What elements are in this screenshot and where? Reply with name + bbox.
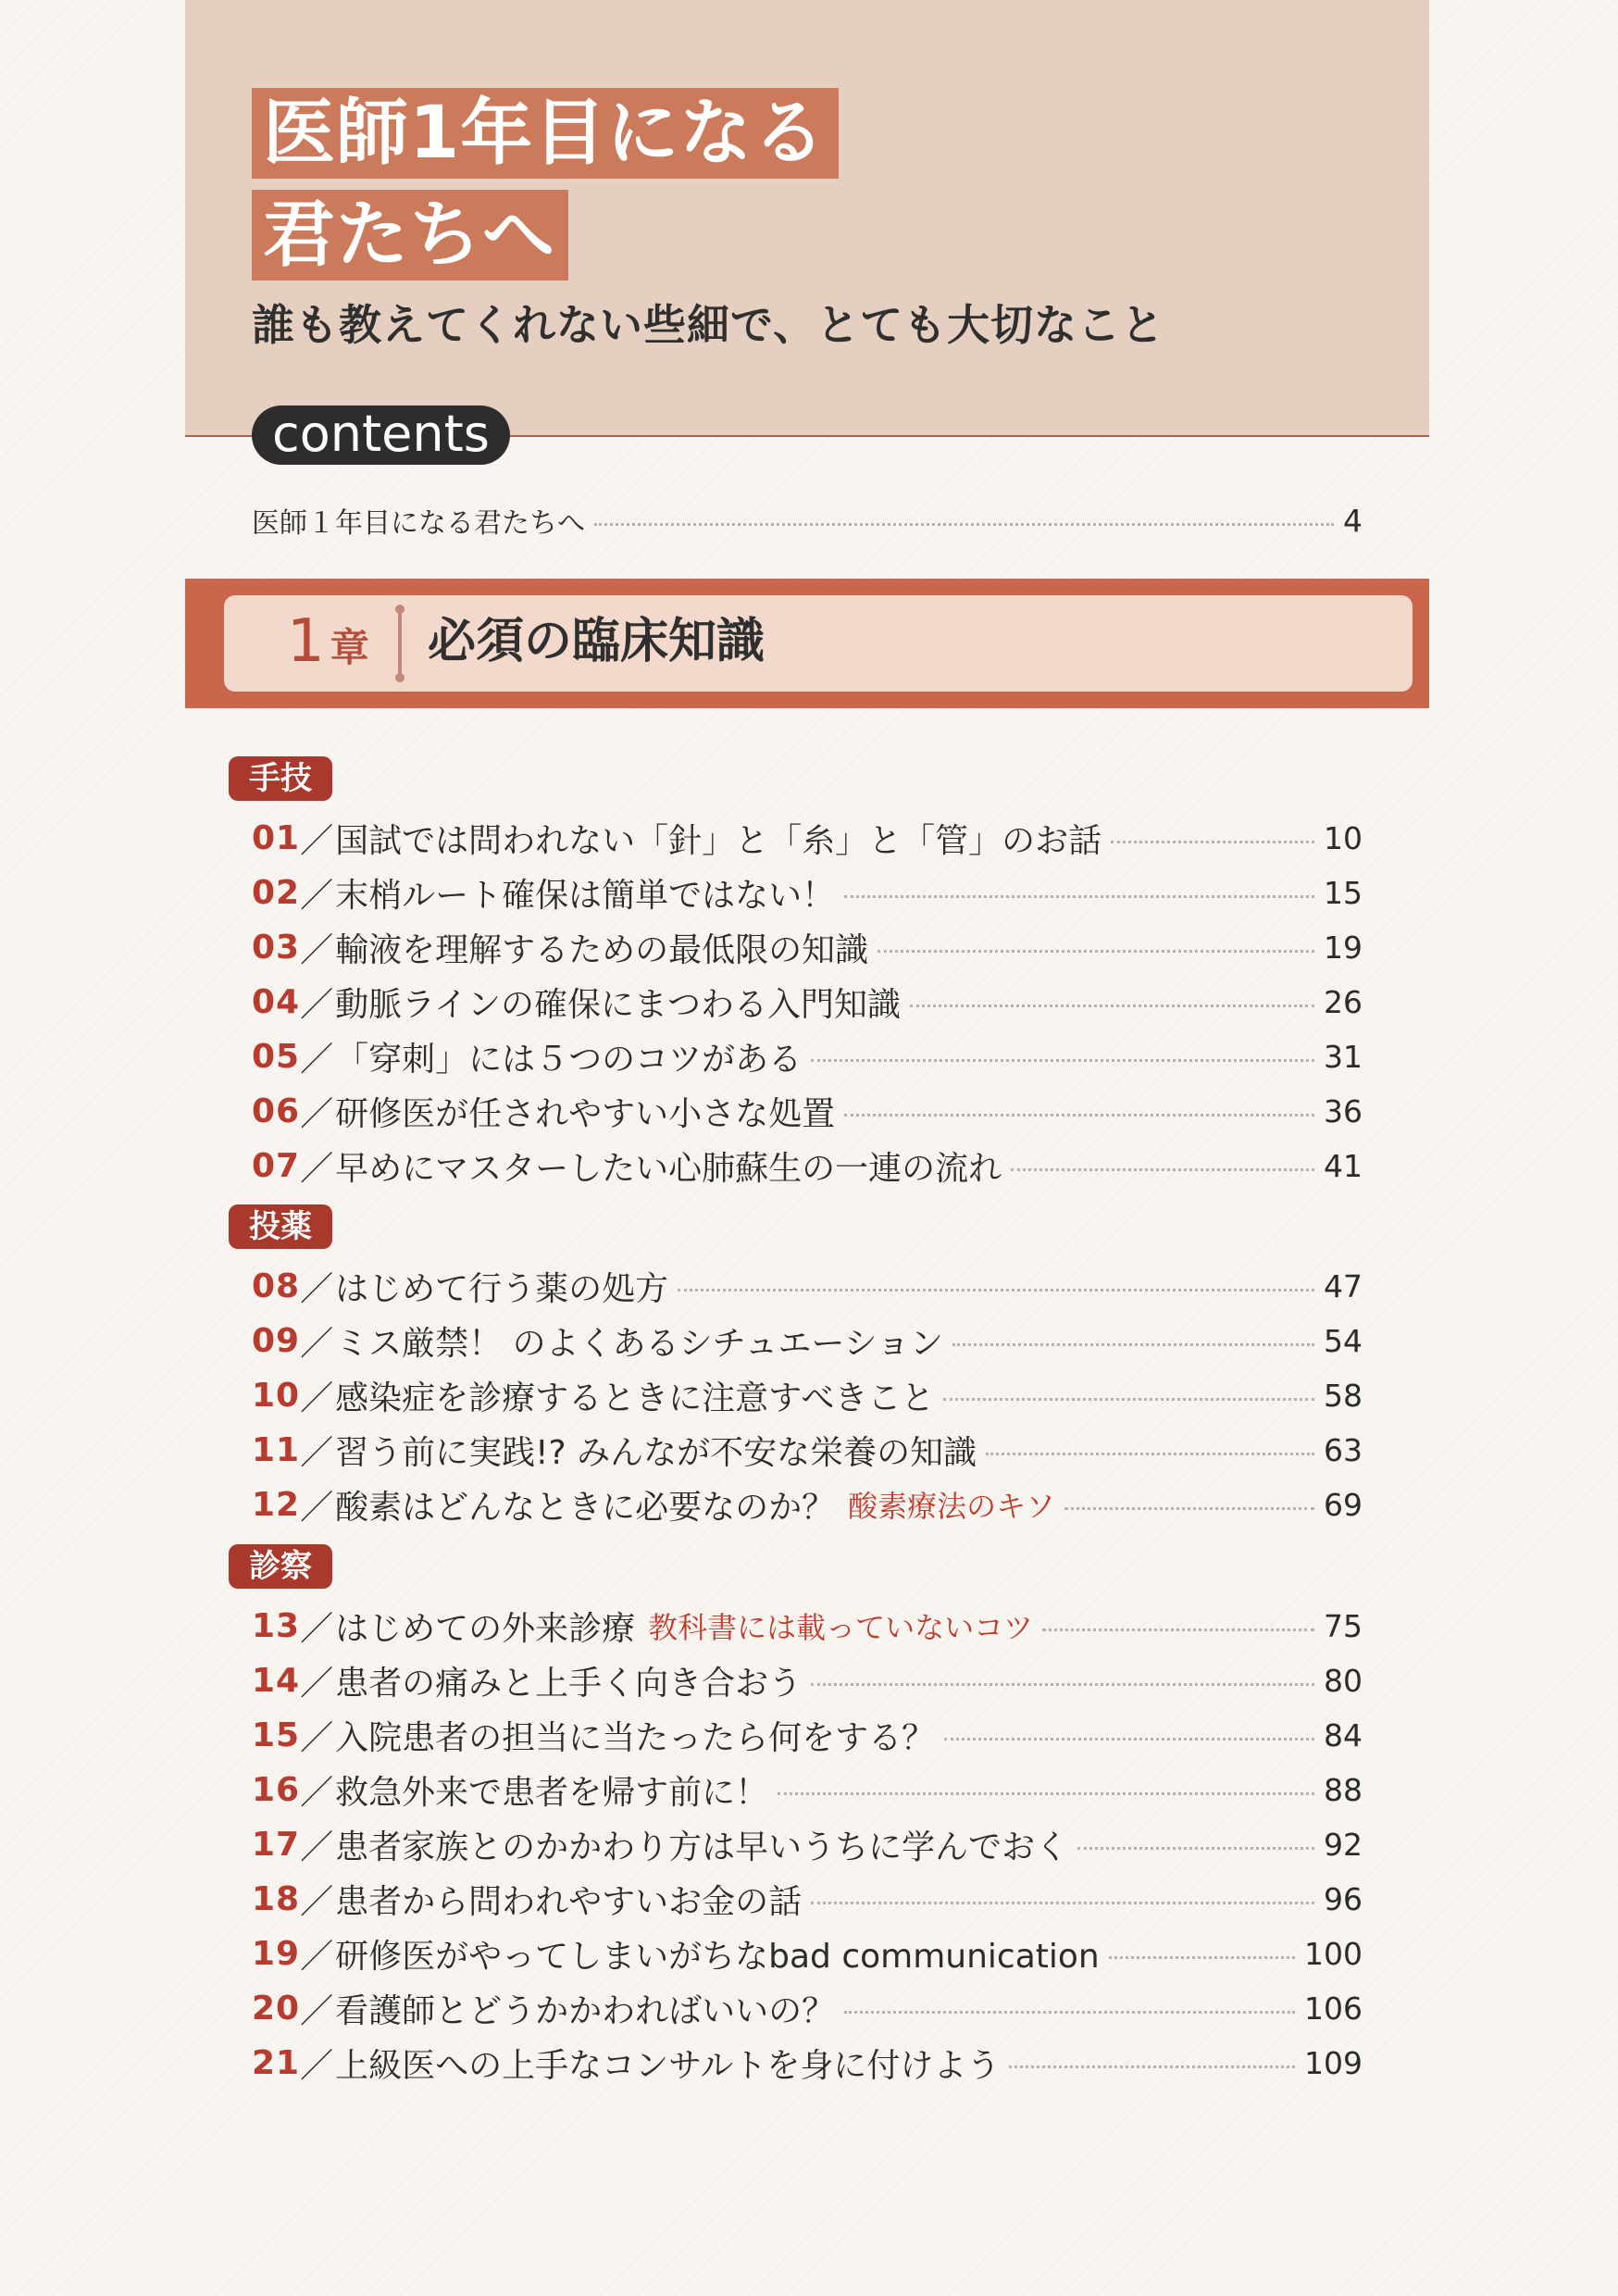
entry-title: はじめて行う薬の処方 <box>335 1269 669 1308</box>
slash-divider: ／ <box>300 1664 334 1703</box>
dot-leader <box>1042 1628 1314 1631</box>
dot-leader <box>1111 841 1314 843</box>
toc-entry[interactable] <box>252 1603 1363 1649</box>
slash-divider: ／ <box>300 1992 334 2031</box>
chapter-number: 1 章 <box>287 607 369 676</box>
entry-title: 患者から問われやすいお金の話 <box>335 1883 803 1921</box>
page-number: 75 <box>1324 1607 1363 1644</box>
entry-title: 酸素はどんなときに必要なのか？ <box>335 1488 836 1527</box>
entry-number: 14 <box>252 1661 301 1700</box>
dot-leader <box>910 1004 1314 1007</box>
entry-title: 早めにマスターしたい心肺蘇生の一連の流れ <box>335 1150 1002 1189</box>
page-number: 80 <box>1324 1662 1363 1699</box>
entry-title: 研修医が任されやすい小さな処置 <box>335 1095 836 1133</box>
entry-number: 08 <box>252 1267 301 1305</box>
entry-title: 末梢ルート確保は簡単ではない！ <box>335 876 836 915</box>
entry-title: ミス厳禁！ のよくあるシチュエーション <box>335 1324 944 1363</box>
dot-leader <box>594 523 1334 526</box>
page-number: 109 <box>1304 2045 1363 2082</box>
section-tag: 診察 <box>229 1544 332 1589</box>
dot-leader <box>943 1398 1314 1401</box>
page-number: 88 <box>1324 1771 1363 1808</box>
dot-leader <box>952 1343 1314 1346</box>
toc-entry[interactable] <box>252 1481 1363 1528</box>
dot-leader <box>844 2011 1295 2014</box>
toc-entry[interactable] <box>252 1712 1363 1758</box>
chapter-title: 必須の臨床知識 <box>428 614 765 669</box>
page-number: 26 <box>1324 983 1363 1020</box>
toc-entry[interactable] <box>252 979 1363 1025</box>
dot-leader <box>986 1453 1314 1455</box>
toc-entry[interactable] <box>252 869 1363 916</box>
entry-number: 01 <box>252 818 301 857</box>
page-number: 15 <box>1324 874 1363 911</box>
entry-title: 入院患者の担当に当たったら何をする？ <box>335 1718 936 1757</box>
slash-divider: ／ <box>300 1828 334 1866</box>
dot-leader <box>778 1792 1314 1795</box>
entry-title: 輸液を理解するための最低限の知識 <box>335 930 869 969</box>
entry-title: 上級医への上手なコンサルトを身に付けよう <box>335 2047 1001 2086</box>
slash-divider: ／ <box>300 821 334 860</box>
section-tag: 手技 <box>229 756 332 801</box>
toc-entry[interactable] <box>252 1657 1363 1703</box>
toc-entry[interactable] <box>252 1766 1363 1813</box>
slash-divider: ／ <box>300 1609 334 1648</box>
slash-divider: ／ <box>300 1433 334 1472</box>
page-number: 63 <box>1324 1431 1363 1468</box>
slash-divider: ／ <box>300 1324 334 1363</box>
page-number: 54 <box>1324 1322 1363 1359</box>
entry-number: 13 <box>252 1606 301 1645</box>
slash-divider: ／ <box>300 1040 334 1079</box>
slash-divider: ／ <box>300 1379 334 1417</box>
toc-entry[interactable] <box>252 1372 1363 1418</box>
toc-entry-intro[interactable] <box>252 497 1363 543</box>
toc-entry[interactable] <box>252 1089 1363 1135</box>
toc-entry[interactable] <box>252 1317 1363 1364</box>
page-number: 47 <box>1324 1267 1363 1304</box>
entry-title: 患者の痛みと上手く向き合おう <box>335 1664 803 1703</box>
page-number: 100 <box>1304 1936 1363 1973</box>
entry-highlight: 酸素療法のキソ <box>848 1489 1056 1525</box>
entry-number: 06 <box>252 1092 301 1130</box>
entry-number: 10 <box>252 1376 301 1415</box>
toc-entry[interactable] <box>252 1143 1363 1190</box>
chapter-divider <box>398 610 402 677</box>
page-number: 10 <box>1324 819 1363 856</box>
slash-divider: ／ <box>300 2047 334 2086</box>
page-number: 41 <box>1324 1148 1363 1185</box>
toc-entry[interactable] <box>252 815 1363 861</box>
toc-entry[interactable] <box>252 1427 1363 1473</box>
toc-entry[interactable] <box>252 1931 1363 1978</box>
dot-leader <box>877 950 1314 953</box>
book-subtitle: 誰も教えてくれない些細で、とても大切なこと <box>252 300 1165 350</box>
dot-leader <box>811 1683 1314 1686</box>
entry-title: 動脈ラインの確保にまつわる入門知識 <box>335 985 902 1024</box>
entry-title: 研修医がやってしまいがちなbad communication <box>335 1938 1100 1977</box>
page-number: 36 <box>1324 1093 1363 1129</box>
entry-title: 看護師とどうかかわればいいの？ <box>335 1992 836 2031</box>
page-number: 92 <box>1324 1826 1363 1863</box>
entry-title: 習う前に実践!? みんなが不安な栄養の知識 <box>335 1433 977 1472</box>
page-number: 31 <box>1324 1038 1363 1075</box>
entry-number: 07 <box>252 1147 301 1186</box>
toc-entry[interactable] <box>252 1877 1363 1923</box>
entry-number: 04 <box>252 982 301 1021</box>
dot-leader <box>1011 1168 1314 1171</box>
toc-entry[interactable] <box>252 924 1363 970</box>
slash-divider: ／ <box>300 1150 334 1189</box>
entry-number: 17 <box>252 1825 301 1864</box>
page-number: 4 <box>1343 502 1363 539</box>
contents-label: contents <box>252 406 510 465</box>
page-number: 96 <box>1324 1881 1363 1917</box>
toc-entry[interactable] <box>252 1821 1363 1867</box>
entry-title: 「穿刺」には５つのコツがある <box>335 1040 803 1079</box>
slash-divider: ／ <box>300 1773 334 1812</box>
book-title-line-1: 医師1年目になる <box>252 88 839 179</box>
entry-number: 18 <box>252 1880 301 1918</box>
dot-leader <box>1009 2065 1295 2068</box>
dot-leader <box>844 1114 1314 1117</box>
entry-number: 11 <box>252 1430 301 1469</box>
slash-divider: ／ <box>300 1095 334 1133</box>
entry-number: 20 <box>252 1990 301 2028</box>
entry-number: 09 <box>252 1321 301 1360</box>
entry-number: 02 <box>252 873 301 912</box>
entry-title: 救急外来で患者を帰す前に！ <box>335 1773 769 1812</box>
entry-number: 16 <box>252 1770 301 1809</box>
dot-leader <box>811 1059 1314 1062</box>
dot-leader <box>1064 1507 1314 1510</box>
slash-divider: ／ <box>300 1718 334 1757</box>
slash-divider: ／ <box>300 985 334 1024</box>
slash-divider: ／ <box>300 930 334 969</box>
page-number: 69 <box>1324 1486 1363 1523</box>
page-number: 19 <box>1324 929 1363 966</box>
entry-title: 医師１年目になる君たちへ <box>252 507 585 540</box>
entry-title: 患者家族とのかかわり方は早いうちに学んでおく <box>335 1828 1069 1866</box>
chapter-label: 章 <box>330 625 369 670</box>
section-tag: 投薬 <box>229 1204 332 1249</box>
page-number: 58 <box>1324 1377 1363 1414</box>
entry-number: 19 <box>252 1935 301 1974</box>
dot-leader <box>944 1738 1314 1741</box>
dot-leader <box>1077 1847 1314 1850</box>
book-title-line-2: 君たちへ <box>252 190 568 281</box>
entry-number: 15 <box>252 1716 301 1754</box>
dot-leader <box>1109 1956 1295 1959</box>
toc-entry[interactable] <box>252 2040 1363 2087</box>
toc-entry[interactable] <box>252 1033 1363 1079</box>
entry-number: 12 <box>252 1485 301 1524</box>
dot-leader <box>811 1902 1314 1904</box>
entry-title: 国試では問われない「針」と「糸」と「管」のお話 <box>335 821 1102 860</box>
slash-divider: ／ <box>300 1269 334 1308</box>
chapter-inner <box>224 595 1413 692</box>
slash-divider: ／ <box>300 1883 334 1921</box>
entry-title: 感染症を診療するときに注意すべきこと <box>335 1379 935 1417</box>
dot-leader <box>678 1289 1314 1292</box>
toc-entry[interactable] <box>252 1263 1363 1309</box>
entry-number: 05 <box>252 1037 301 1076</box>
entry-number: 21 <box>252 2044 301 2083</box>
slash-divider: ／ <box>300 876 334 915</box>
dot-leader <box>844 895 1314 898</box>
slash-divider: ／ <box>300 1938 334 1977</box>
page-number: 84 <box>1324 1716 1363 1753</box>
page-number: 106 <box>1304 1990 1363 2028</box>
entry-title: はじめての外来診療 <box>335 1609 636 1648</box>
entry-highlight: 教科書には載っていないコツ <box>648 1610 1034 1645</box>
entry-number: 03 <box>252 928 301 967</box>
chapter-banner <box>185 579 1429 708</box>
slash-divider: ／ <box>300 1488 334 1527</box>
toc-entry[interactable] <box>252 1986 1363 2032</box>
